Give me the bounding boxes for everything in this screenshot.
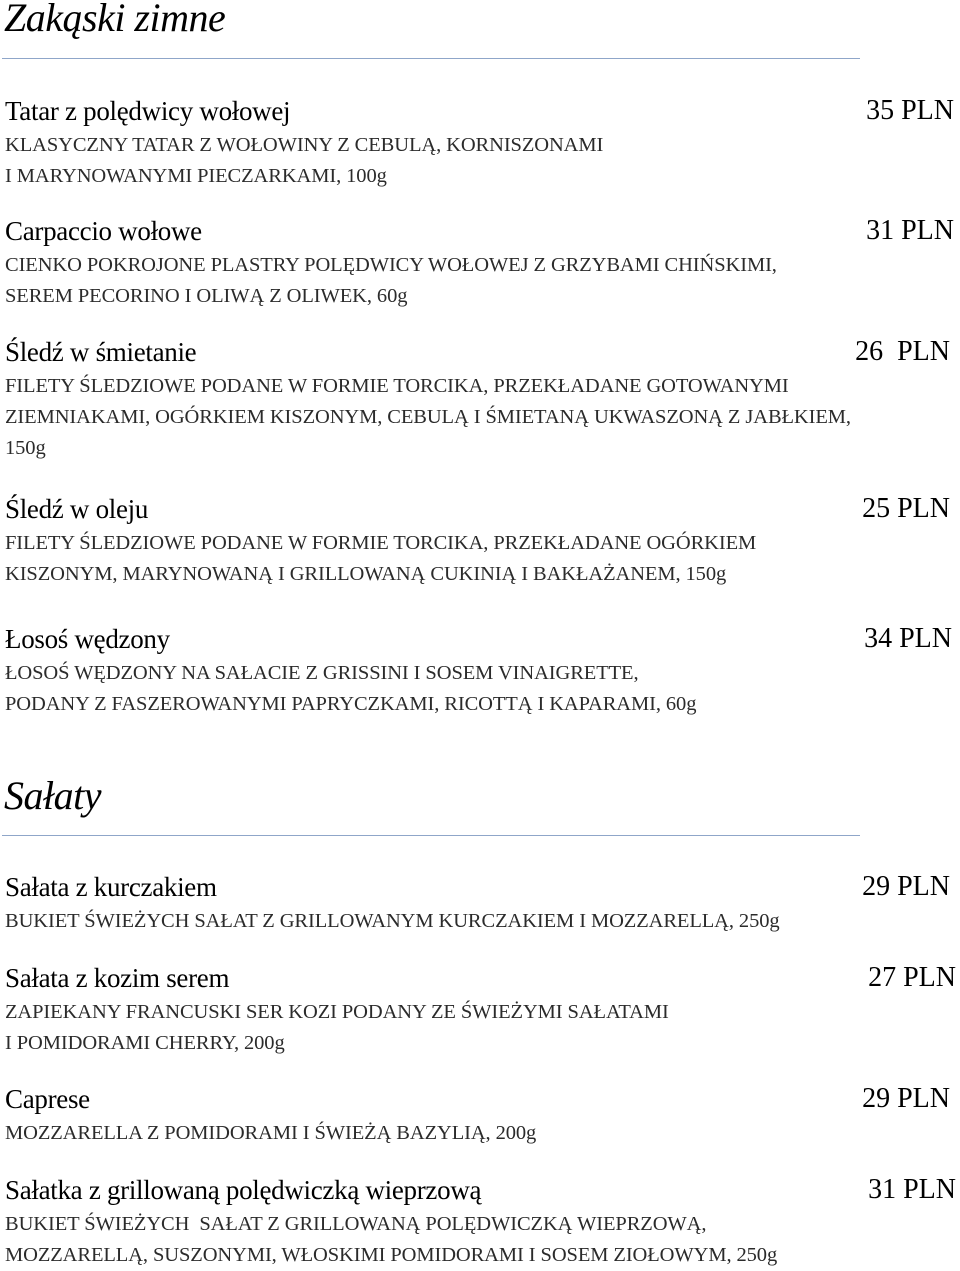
item-description bbox=[5, 528, 955, 590]
item-price: 25 PLN bbox=[862, 493, 950, 524]
item-description bbox=[5, 658, 955, 720]
item-description bbox=[5, 997, 955, 1059]
description-line: FILETY ŚLEDZIOWE PODANE W FORMIE TORCIKA, PRZEKŁADANE OGÓRKIEM bbox=[5, 532, 757, 554]
description-line: BUKIET ŚWIEŻYCH SAŁAT Z GRILLOWANĄ POLĘDWICZKĄ WIEPRZOWĄ, bbox=[5, 1213, 707, 1235]
description-line: PODANY Z FASZEROWANYMI PAPRYCZKAMI, RICOTTĄ I KAPARAMI, 60g bbox=[5, 693, 697, 715]
item-price: 26 PLN bbox=[855, 336, 950, 367]
item-name: Sałata z kozim serem bbox=[5, 963, 230, 993]
item-price: 27 PLN bbox=[868, 962, 956, 993]
item-description bbox=[5, 1209, 955, 1271]
item-description bbox=[5, 906, 955, 937]
description-line: ZIEMNIAKAMI, OGÓRKIEM KISZONYM, CEBULĄ I ŚMIETANĄ UKWASZONĄ Z JABŁKIEM, bbox=[5, 406, 851, 428]
item-price: 35 PLN bbox=[866, 95, 954, 126]
description-line: SEREM PECORINO I OLIWĄ Z OLIWEK, 60g bbox=[5, 285, 408, 307]
item-name: Tatar z polędwicy wołowej bbox=[5, 96, 291, 126]
item-description bbox=[5, 250, 955, 312]
item-name: Sałatka z grillowaną polędwiczką wieprzową bbox=[5, 1175, 482, 1205]
section-title: Sałaty bbox=[4, 773, 101, 818]
item-name: Caprese bbox=[5, 1084, 90, 1114]
description-line: ŁOSOŚ WĘDZONY NA SAŁACIE Z GRISSINI I SOSEM VINAIGRETTE, bbox=[5, 662, 639, 684]
description-line: BUKIET ŚWIEŻYCH SAŁAT Z GRILLOWANYM KURCZAKIEM I MOZZARELLĄ, 250g bbox=[5, 910, 780, 932]
item-name: Śledź w oleju bbox=[5, 494, 149, 524]
item-price: 29 PLN bbox=[862, 871, 950, 902]
description-line: MOZZARELLA Z POMIDORAMI I ŚWIEŻĄ BAZYLIĄ, 200g bbox=[5, 1122, 537, 1144]
description-line: ZAPIEKANY FRANCUSKI SER KOZI PODANY ZE ŚWIEŻYMI SAŁATAMI bbox=[5, 1001, 669, 1023]
description-line: KISZONYM, MARYNOWANĄ I GRILLOWANĄ CUKINIĄ I BAKŁAŻANEM, 150g bbox=[5, 563, 727, 585]
description-line: I MARYNOWANYMI PIECZARKAMI, 100g bbox=[5, 165, 387, 187]
item-price: 31 PLN bbox=[868, 1174, 956, 1205]
item-description bbox=[5, 130, 955, 192]
section-divider bbox=[2, 835, 860, 836]
item-price: 34 PLN bbox=[864, 623, 952, 654]
description-line: CIENKO POKROJONE PLASTRY POLĘDWICY WOŁOWEJ Z GRZYBAMI CHIŃSKIMI, bbox=[5, 254, 777, 276]
item-price: 31 PLN bbox=[866, 215, 954, 246]
section-divider bbox=[2, 58, 860, 59]
item-price: 29 PLN bbox=[862, 1083, 950, 1114]
item-name: Łosoś wędzony bbox=[5, 624, 170, 654]
item-name: Carpaccio wołowe bbox=[5, 216, 202, 246]
item-description bbox=[5, 1118, 955, 1149]
item-name: Śledź w śmietanie bbox=[5, 337, 197, 367]
description-line: MOZZARELLĄ, SUSZONYMI, WŁOSKIMI POMIDORAMI I SOSEM ZIOŁOWYM, 250g bbox=[5, 1244, 778, 1266]
description-line: I POMIDORAMI CHERRY, 200g bbox=[5, 1032, 285, 1054]
description-line: KLASYCZNY TATAR Z WOŁOWINY Z CEBULĄ, KORNISZONAMI bbox=[5, 134, 604, 156]
description-line: FILETY ŚLEDZIOWE PODANE W FORMIE TORCIKA, PRZEKŁADANE GOTOWANYMI bbox=[5, 375, 789, 397]
description-line: 150g bbox=[5, 437, 46, 459]
item-description bbox=[5, 371, 955, 464]
item-name: Sałata z kurczakiem bbox=[5, 872, 217, 902]
section-title: Zakąski zimne bbox=[4, 0, 226, 40]
